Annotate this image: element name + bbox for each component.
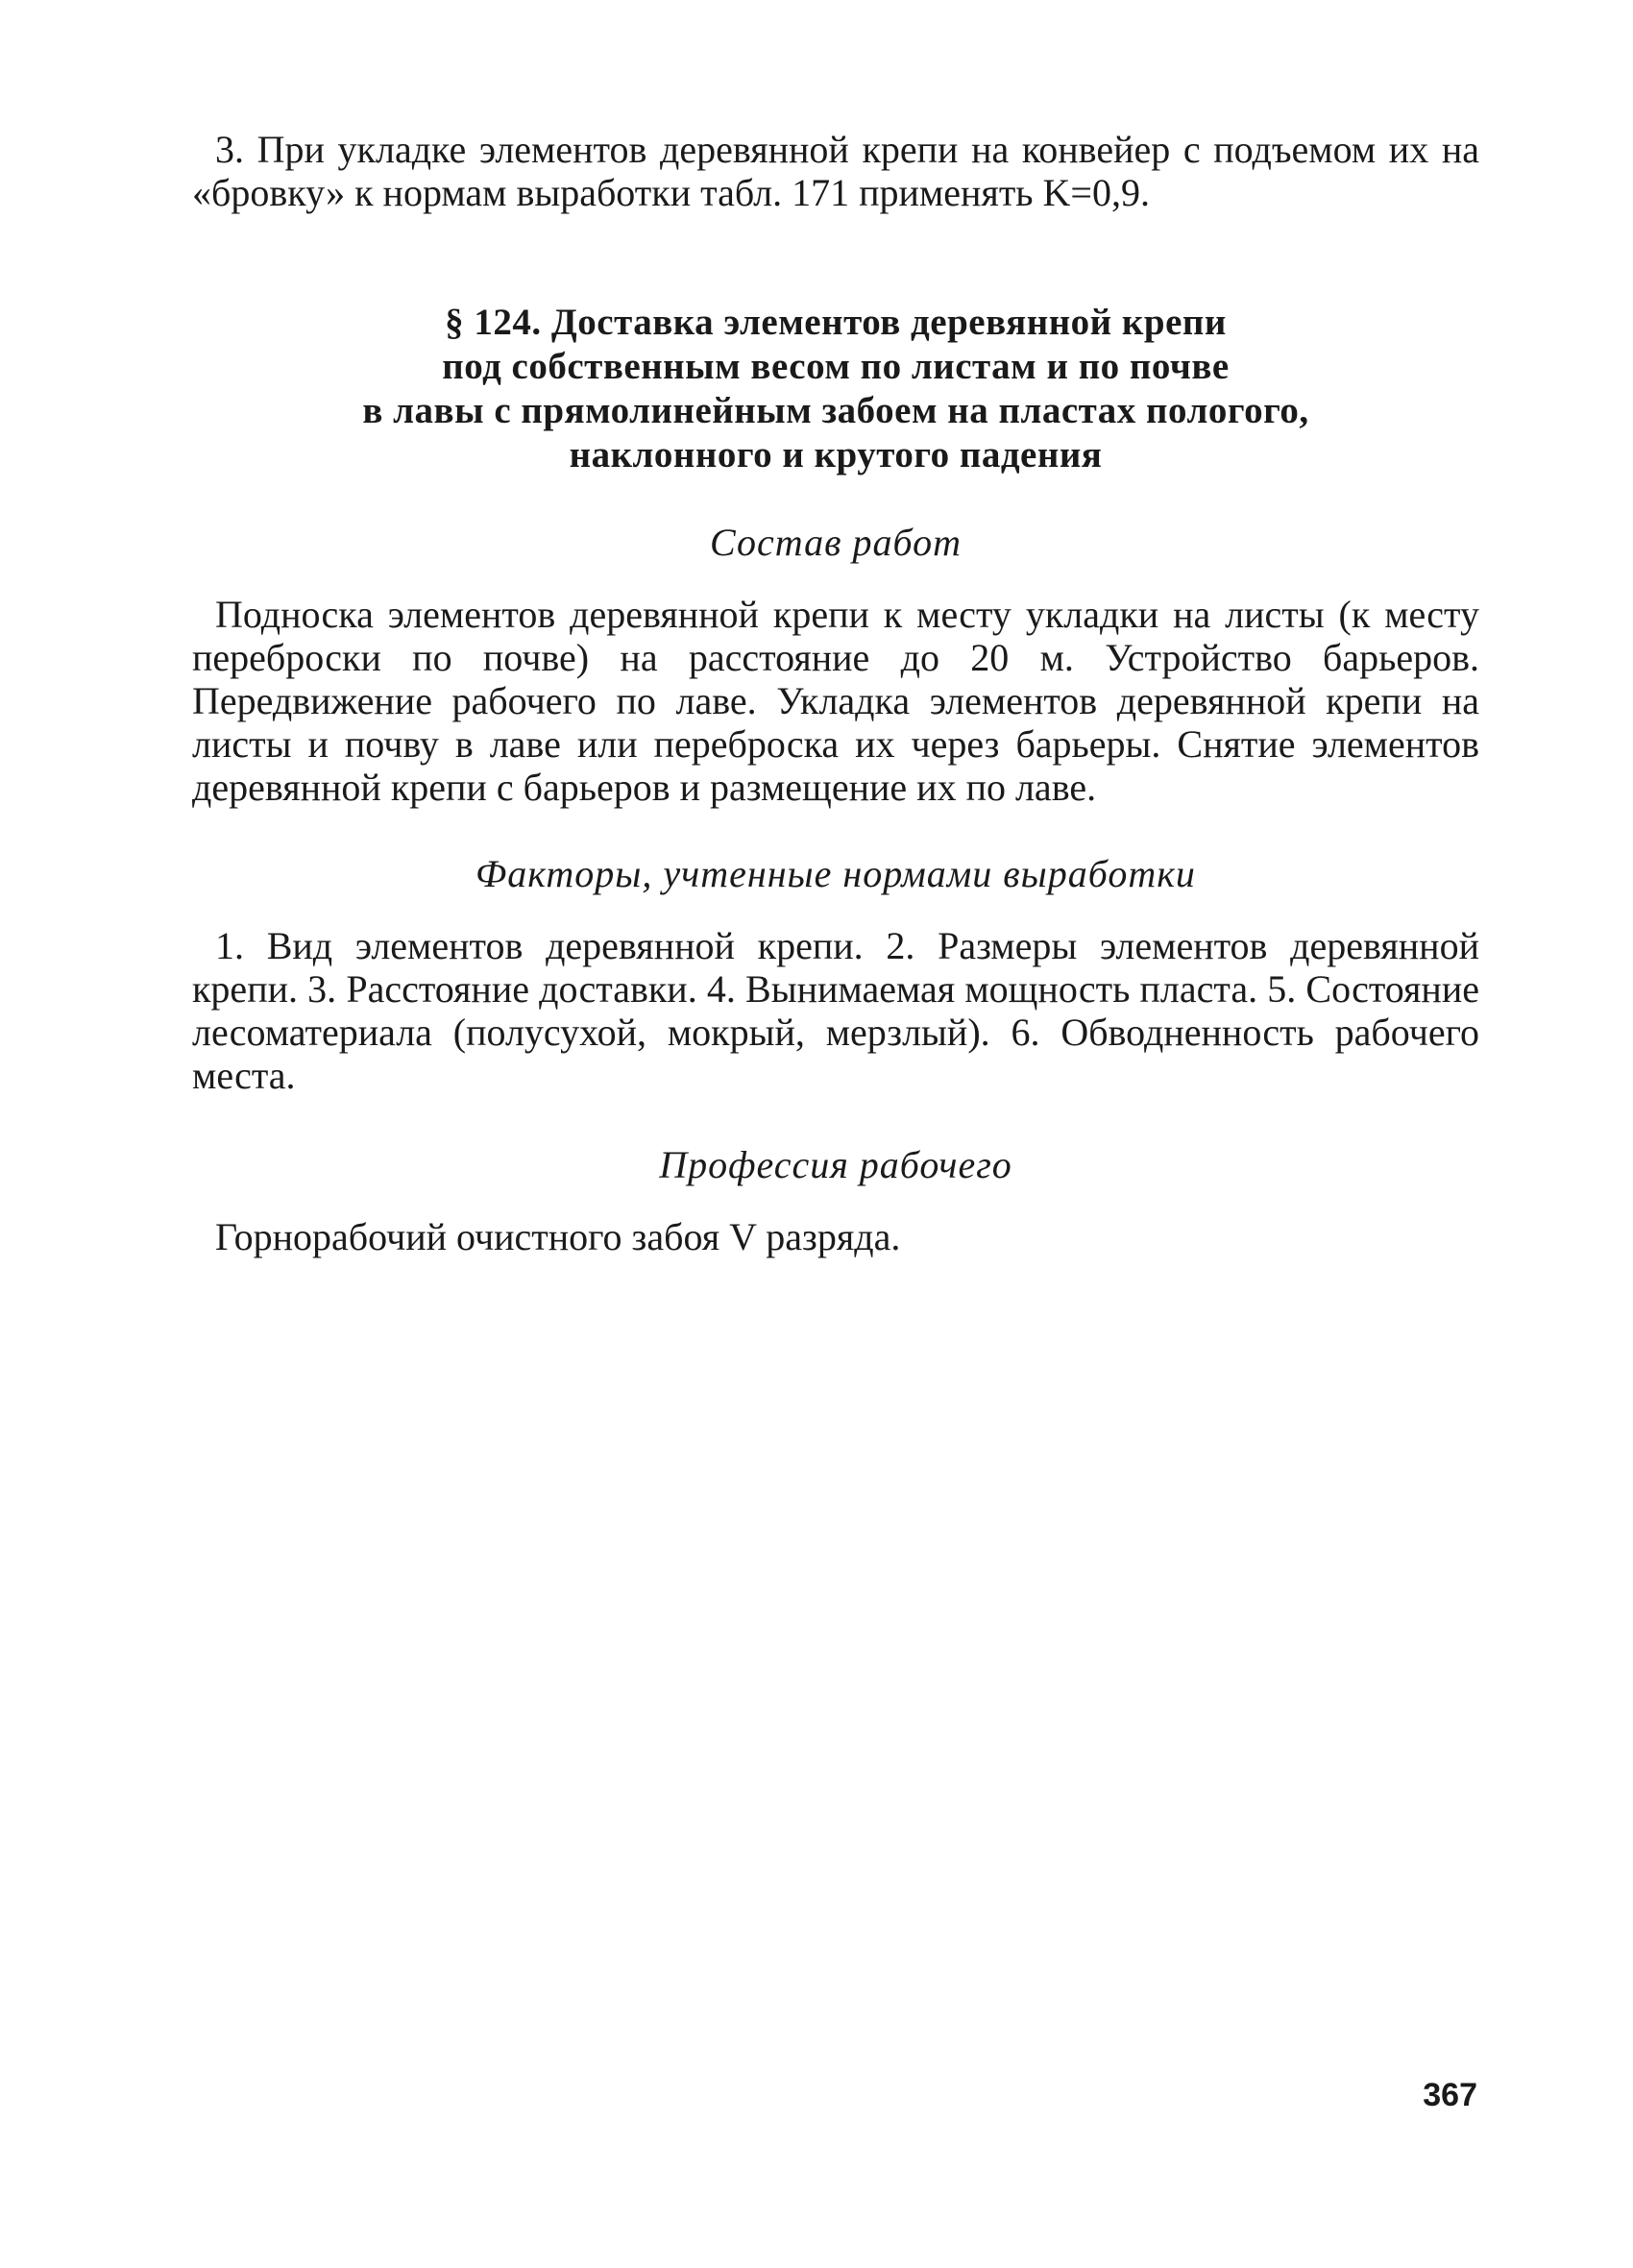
page-content [192, 120, 1479, 1258]
profession-text: Горнорабочий очистного забоя V разряда. [215, 1215, 901, 1258]
factors-text: 1. Вид элементов деревянной крепи. 2. Размеры элементов деревянной крепи. 3. Расстояние доставки. 4. Вынимаемая мощность пласта. 5. Состояние лесоматериала (полусухой, мокрый, мерзлый). 6. Обводненность рабочего места. [192, 924, 1479, 1097]
heading-line: § 124. Доставка элементов деревянной крепи [445, 302, 1227, 343]
page-number: 367 [1423, 2077, 1477, 2113]
profession-title: Профессия рабочего [659, 1143, 1012, 1186]
factors-title: Факторы, учтенные нормами выработки [475, 852, 1196, 895]
section-heading [192, 301, 1479, 477]
composition-text: Подноска элементов деревянной крепи к месту укладки на листы (к месту переброски по почве) на расстояние до 20 м. Устройство барьеров. Передвижение рабочего по лаве. Укладка элементов деревянной крепи на листы и почву в лаве или переброска их через барьеры. Снятие элементов деревянной крепи с барьеров и размещение их по лаве. [192, 593, 1479, 809]
heading-line: под собственным весом по листам и по почве [442, 346, 1230, 387]
heading-line: наклонного и крутого падения [569, 434, 1103, 476]
composition-title: Состав работ [710, 521, 962, 564]
note-paragraph: 3. При укладке элементов деревянной крепи на конвейер с подъемом их на «бровку» к нормам выработки табл. 171 применять K=0,9. [192, 128, 1479, 214]
heading-line: в лавы с прямолинейным забоем на пластах пологого, [362, 390, 1309, 431]
